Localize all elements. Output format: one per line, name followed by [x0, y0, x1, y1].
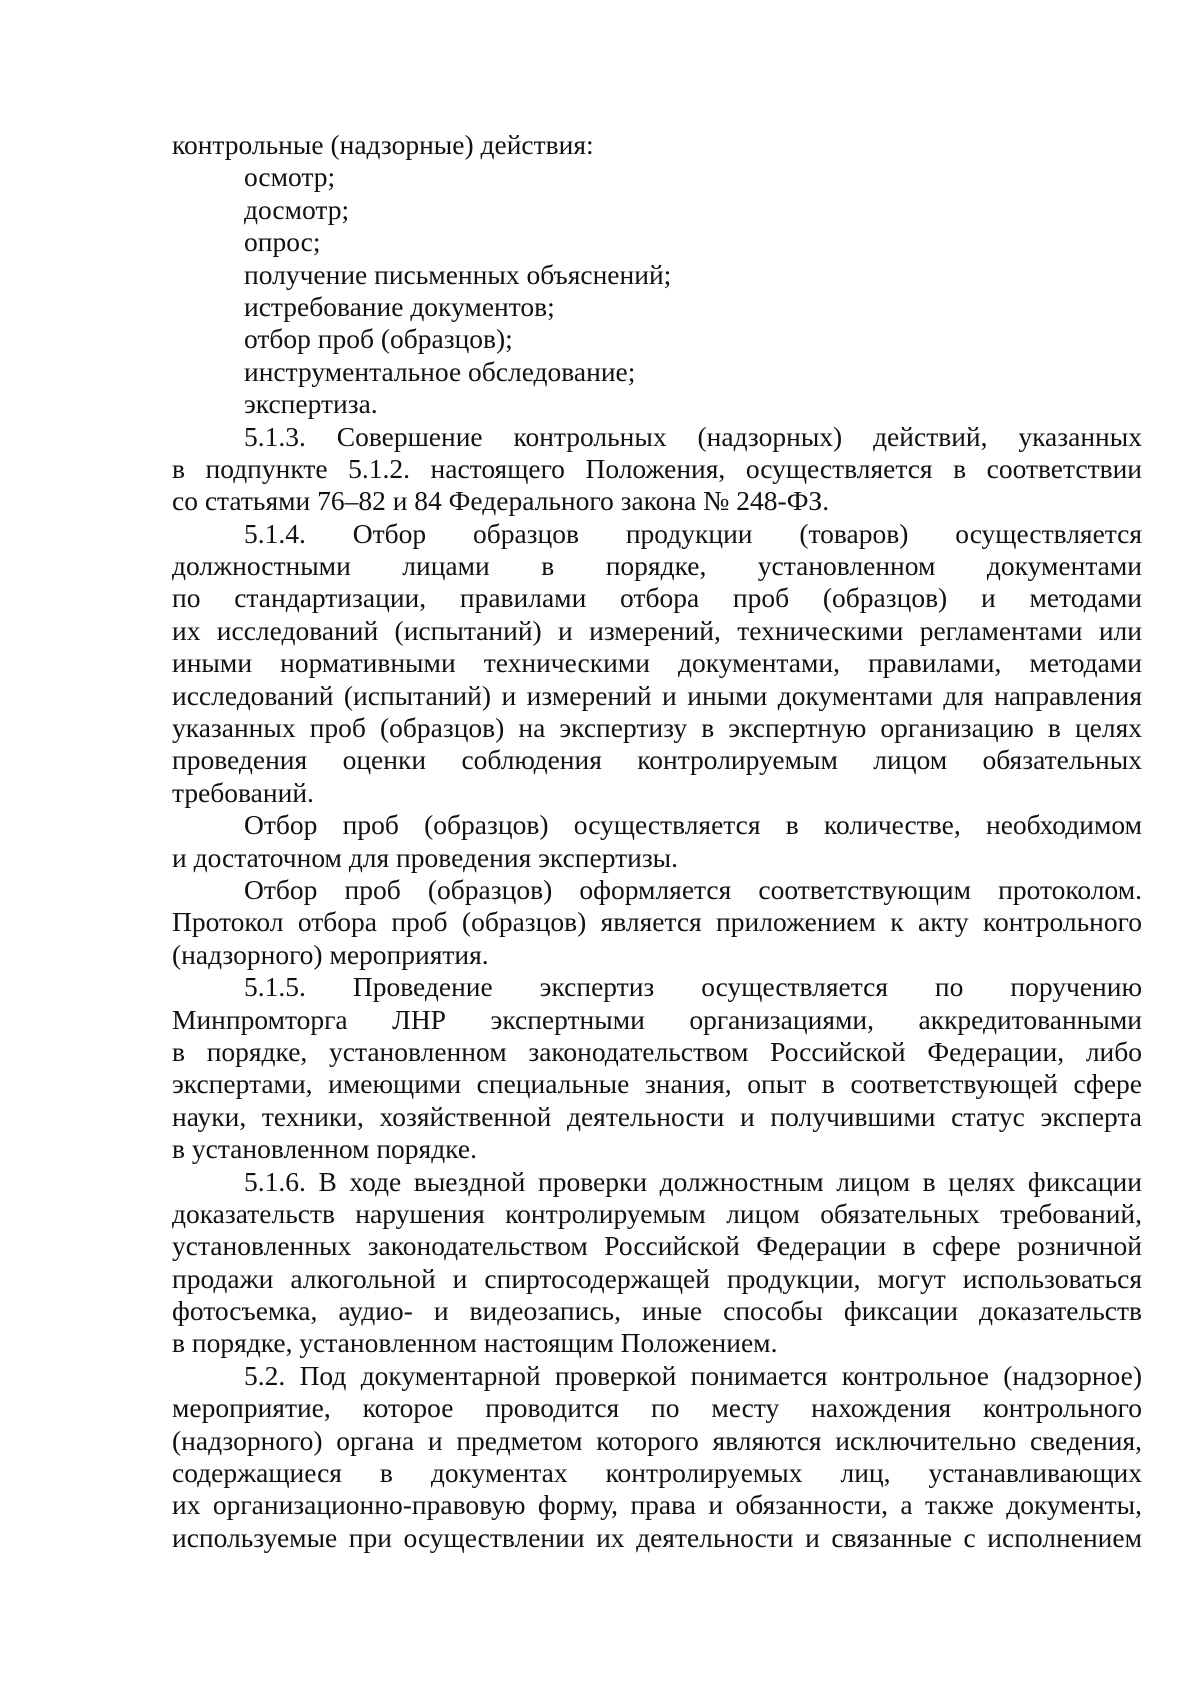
paragraph-5-1-5-line: в установленном порядке.: [172, 1133, 477, 1165]
paragraph-5-2-line: мероприятие, которое проводится по месту нахождения контрольного: [172, 1392, 1142, 1424]
list-item: истребование документов;: [244, 290, 555, 322]
paragraph-5-1-5-line: науки, техники, хозяйственной деятельности и получившими статус эксперта: [172, 1100, 1142, 1132]
list-item: экспертиза.: [244, 388, 378, 420]
paragraph-5-1-4-line: проведения оценки соблюдения контролируемым лицом обязательных: [172, 744, 1142, 776]
paragraph-sampling-protocol-line: Протокол отбора проб (образцов) является приложением к акту контрольного: [172, 906, 1142, 938]
paragraph-5-1-4-line: иными нормативными техническими документами, правилами, методами: [172, 647, 1142, 679]
paragraph-5-2-line: содержащиеся в документах контролируемых лиц, устанавливающих: [172, 1457, 1142, 1489]
paragraph-5-1-4-line: требований.: [172, 776, 314, 808]
paragraph-sampling-quantity-line: и достаточном для проведения экспертизы.: [172, 841, 679, 873]
paragraph-5-1-4-line: 5.1.4. Отбор образцов продукции (товаров) осуществляется: [244, 517, 1142, 549]
paragraph-5-2-line: используемые при осуществлении их деятельности и связанные с исполнением: [172, 1521, 1142, 1553]
paragraph-5-1-6-line: в порядке, установленном настоящим Положением.: [172, 1327, 778, 1359]
paragraph-5-1-6-line: продажи алкогольной и спиртосодержащей продукции, могут использоваться: [172, 1262, 1142, 1294]
paragraph-5-1-4-line: указанных проб (образцов) на экспертизу в экспертную организацию в целях: [172, 712, 1142, 744]
paragraph-5-1-5-line: 5.1.5. Проведение экспертиз осуществляется по поручению: [244, 971, 1142, 1003]
paragraph-sampling-quantity-line: Отбор проб (образцов) осуществляется в количестве, необходимом: [244, 809, 1142, 841]
paragraph-sampling-protocol-line: Отбор проб (образцов) оформляется соответствующим протоколом.: [244, 873, 1142, 905]
paragraph-5-1-6-line: установленных законодательством Российской Федерации в сфере розничной: [172, 1230, 1142, 1262]
paragraph-5-1-5-line: экспертами, имеющими специальные знания, опыт в соответствующей сфере: [172, 1068, 1142, 1100]
paragraph-5-1-6-line: 5.1.6. В ходе выездной проверки должностным лицом в целях фиксации: [244, 1165, 1142, 1197]
paragraph-sampling-protocol-line: (надзорного) мероприятия.: [172, 938, 489, 970]
paragraph-5-1-4-line: исследований (испытаний) и измерений и иными документами для направления: [172, 679, 1142, 711]
paragraph-5-1-5-line: в порядке, установленном законодательством Российской Федерации, либо: [172, 1035, 1142, 1067]
list-item: осмотр;: [244, 161, 336, 193]
paragraph-5-1-6-line: доказательств нарушения контролируемым лицом обязательных требований,: [172, 1197, 1142, 1229]
paragraph-5-1-3-line: 5.1.3. Совершение контрольных (надзорных) действий, указанных: [244, 420, 1142, 452]
list-item: отбор проб (образцов);: [244, 323, 513, 355]
paragraph-5-1-4-line: должностными лицами в порядке, установленном документами: [172, 550, 1142, 582]
paragraph-5-2-line: 5.2. Под документарной проверкой понимается контрольное (надзорное): [244, 1359, 1142, 1391]
paragraph-5-2-line: (надзорного) органа и предметом которого являются исключительно сведения,: [172, 1424, 1142, 1456]
list-item: досмотр;: [244, 193, 350, 225]
paragraph-5-1-3-line: в подпункте 5.1.2. настоящего Положения, осуществляется в соответствии: [172, 452, 1142, 484]
paragraph-5-2-line: их организационно-правовую форму, права и обязанности, а также документы,: [172, 1489, 1142, 1521]
paragraph-5-1-5-line: Минпромторга ЛНР экспертными организациями, аккредитованными: [172, 1003, 1142, 1035]
text-line: контрольные (надзорные) действия:: [172, 129, 594, 160]
paragraph-5-1-4-line: по стандартизации, правилами отбора проб (образцов) и методами: [172, 582, 1142, 614]
paragraph-5-1-6-line: фотосъемка, аудио- и видеозапись, иные способы фиксации доказательств: [172, 1295, 1142, 1327]
list-item: получение письменных объяснений;: [244, 258, 672, 290]
document-body: [172, 129, 1142, 1554]
paragraph-5-1-4-line: их исследований (испытаний) и измерений, техническими регламентами или: [172, 614, 1142, 646]
list-item: опрос;: [244, 226, 321, 258]
paragraph-5-1-3-line: со статьями 76–82 и 84 Федерального закона № 248-ФЗ.: [172, 485, 830, 517]
list-item: инструментальное обследование;: [244, 355, 636, 387]
